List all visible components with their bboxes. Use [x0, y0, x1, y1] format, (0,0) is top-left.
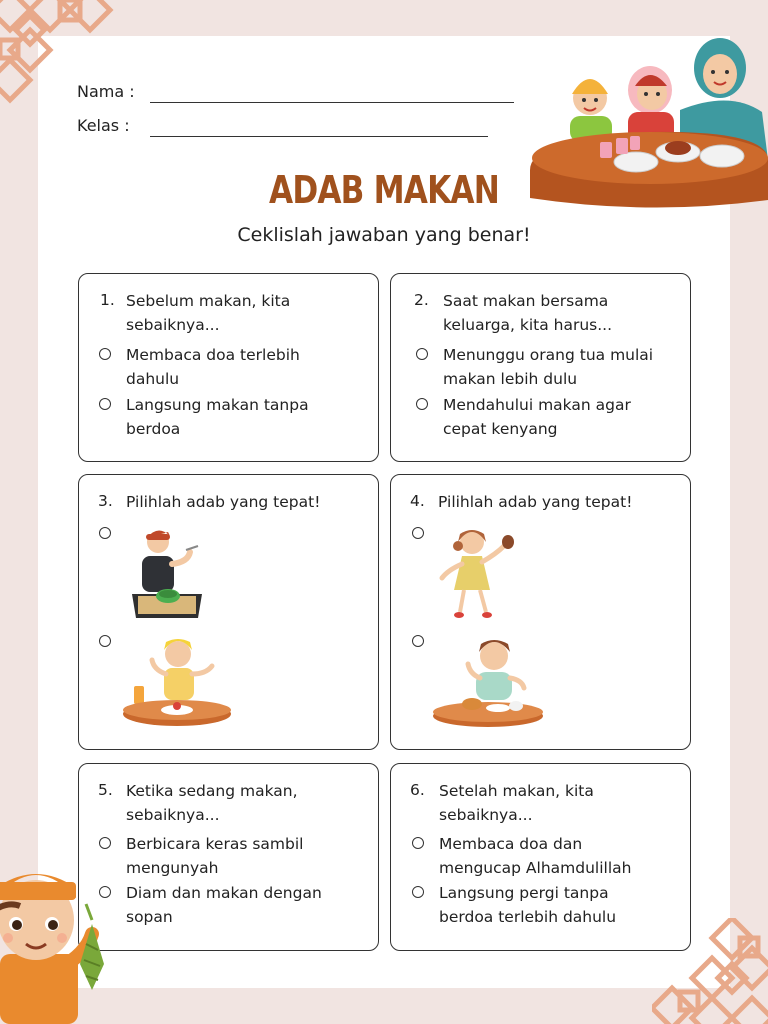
boy-eating-table-illustration	[122, 634, 232, 728]
question-text	[126, 490, 320, 514]
option-radio[interactable]	[412, 635, 424, 647]
option-line: dahulu	[126, 370, 180, 388]
class-field	[77, 116, 130, 135]
option-line: makan lebih dulu	[443, 370, 578, 388]
option-text	[126, 393, 309, 441]
option-line: Menunggu orang tua mulai	[443, 346, 654, 364]
question-line: Saat makan bersama	[443, 292, 609, 310]
question-line: Setelah makan, kita	[439, 782, 594, 800]
option-radio[interactable]	[412, 837, 424, 849]
page-title: ADAB MAKAN	[269, 168, 499, 212]
question-text	[443, 289, 612, 337]
option-radio[interactable]	[412, 527, 424, 539]
question-line: Pilihlah adab yang tepat!	[438, 493, 633, 511]
option-radio[interactable]	[99, 348, 111, 360]
option-line: Membaca doa dan	[439, 835, 583, 853]
option-line: mengunyah	[126, 859, 219, 877]
option-radio[interactable]	[99, 635, 111, 647]
option-text	[126, 343, 300, 391]
option-line: berdoa terlebih dahulu	[439, 908, 617, 926]
boy-seated-eating-illustration	[432, 634, 548, 728]
option-text	[443, 393, 631, 441]
name-input-line[interactable]	[150, 102, 514, 103]
option-radio[interactable]	[416, 348, 428, 360]
option-text	[439, 881, 616, 929]
option-line: Mendahului makan agar	[443, 396, 631, 414]
question-line: Ketika sedang makan,	[126, 782, 298, 800]
option-text	[126, 881, 322, 929]
option-line: Membaca doa terlebih	[126, 346, 300, 364]
question-line: sebaiknya...	[126, 806, 220, 824]
question-number: 4.	[410, 492, 425, 510]
option-radio[interactable]	[99, 527, 111, 539]
option-line: Langsung makan tanpa	[126, 396, 309, 414]
question-line: sebaiknya...	[439, 806, 533, 824]
option-line: mengucap Alhamdulillah	[439, 859, 632, 877]
option-line: Berbicara keras sambil	[126, 835, 304, 853]
question-number: 3.	[98, 492, 113, 510]
option-radio[interactable]	[99, 837, 111, 849]
option-radio[interactable]	[416, 398, 428, 410]
option-radio[interactable]	[99, 398, 111, 410]
option-line: cepat kenyang	[443, 420, 558, 438]
girl-walking-eating-illustration	[438, 524, 518, 620]
man-eating-illustration	[128, 524, 208, 622]
name-label: Nama :	[77, 82, 135, 101]
question-text	[126, 289, 290, 337]
option-line: berdoa	[126, 420, 181, 438]
name-field	[77, 82, 135, 101]
question-text	[439, 779, 594, 827]
question-number: 6.	[410, 781, 425, 799]
option-text	[126, 832, 303, 880]
option-line: sopan	[126, 908, 173, 926]
question-number: 2.	[414, 291, 429, 309]
option-radio[interactable]	[412, 886, 424, 898]
option-line: Langsung pergi tanpa	[439, 884, 609, 902]
question-line: sebaiknya...	[126, 316, 220, 334]
class-label: Kelas :	[77, 116, 130, 135]
option-line: Diam dan makan dengan	[126, 884, 322, 902]
question-number: 5.	[98, 781, 113, 799]
boy-with-ketupat-illustration	[0, 858, 112, 1024]
question-line: Sebelum makan, kita	[126, 292, 291, 310]
question-number: 1.	[100, 291, 115, 309]
instruction-text: Ceklislah jawaban yang benar!	[237, 224, 531, 246]
option-text	[443, 343, 653, 391]
question-line: Pilihlah adab yang tepat!	[126, 493, 321, 511]
class-input-line[interactable]	[150, 136, 488, 137]
question-text	[126, 779, 298, 827]
option-text	[439, 832, 631, 880]
question-line: keluarga, kita harus...	[443, 316, 613, 334]
question-text	[438, 490, 632, 514]
